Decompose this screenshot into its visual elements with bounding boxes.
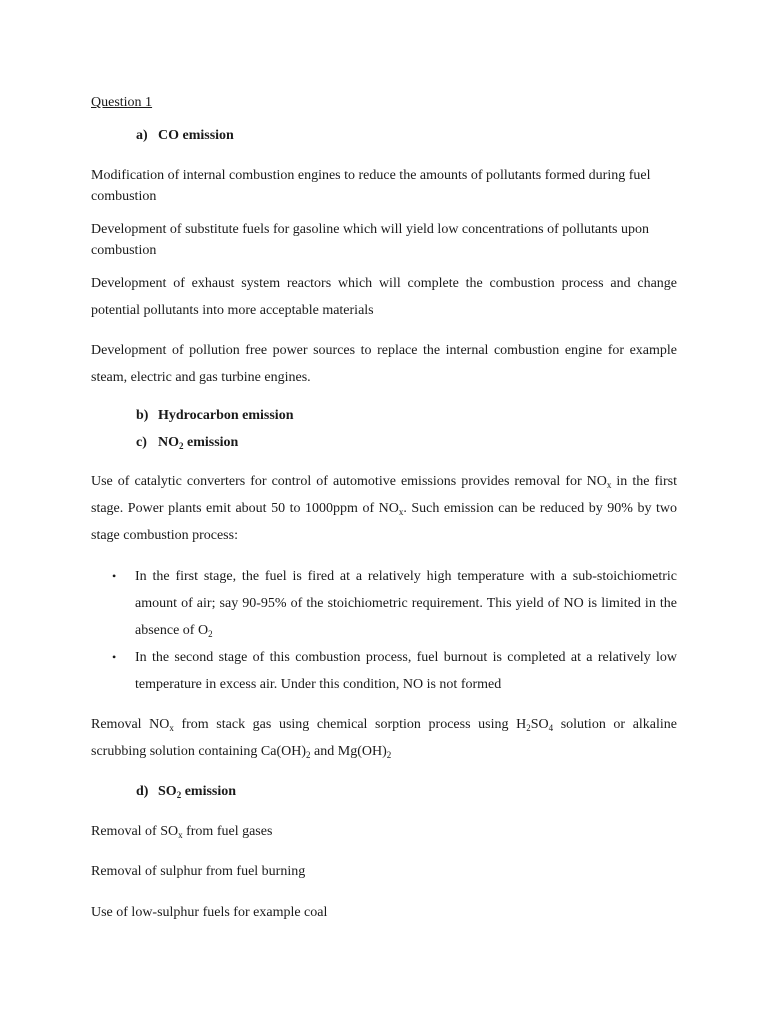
section-a-paragraph-1: Modification of internal combustion engines to reduce the amounts of pollutants formed during fuel combustion	[91, 168, 651, 204]
section-d-heading: d) $SO_2$ emission	[136, 784, 237, 800]
section-b-title: Hydrocarbon emission	[158, 408, 294, 423]
section-a-paragraph-2: Development of substitute fuels for gasoline which will yield low concentrations of pollutants upon combustion	[91, 222, 649, 258]
bullet-icon: •	[112, 569, 117, 583]
section-c-heading: c) $NO_2$ emission	[136, 435, 239, 451]
section-b-label: b)	[136, 408, 149, 423]
section-d-line-3: Use of low-sulphur fuels for example coal	[91, 905, 328, 920]
section-c-label: c)	[136, 435, 147, 450]
section-a-paragraph-4: Development of pollution free power sources to replace the internal combustion engine for example steam, electric and gas turbine engines.	[91, 343, 677, 385]
combustion-stage-list	[91, 563, 677, 698]
section-b-heading	[136, 406, 293, 426]
section-a-title: CO emission	[158, 128, 234, 143]
list-item: • In the first stage, the fuel is fired at a relatively high temperature with a sub-stoichiometric amount of air; say 90-95% of the stoichiometric requirement. This yield of NO is limited in the absence of $O_2$	[91, 563, 677, 644]
section-c-paragraph-1: Use of catalytic converters for control of automotive emissions provides removal for $NO_x$ in the first stage. Power plants emit about 50 to 1000ppm of $NO_x$. Such emission can be reduced by 90% by two stage combustion process:	[91, 474, 677, 543]
list-item: • In the second stage of this combustion process, fuel burnout is completed at a relatively low temperature in excess air. Under this condition, NO is not formed	[91, 644, 677, 698]
section-a-label: a)	[136, 128, 148, 143]
section-a-heading	[136, 126, 234, 146]
section-d-label: d)	[136, 784, 149, 799]
section-a-paragraph-3: Development of exhaust system reactors which will complete the combustion process and change potential pollutants into more acceptable materials	[91, 276, 677, 318]
section-d-line-2: Removal of sulphur from fuel burning	[91, 864, 306, 879]
section-c-paragraph-2: Removal $NO_x$ from stack gas using chemical sorption process using $H_2SO_4$ solution or alkaline scrubbing solution containing $Ca(OH)_2$ and $Mg(OH)_2$	[91, 717, 678, 760]
section-d-line-1: Removal of $SO_x$ from fuel gases	[91, 824, 273, 840]
bullet-icon: •	[112, 650, 117, 664]
question-heading: Question 1	[91, 95, 153, 110]
